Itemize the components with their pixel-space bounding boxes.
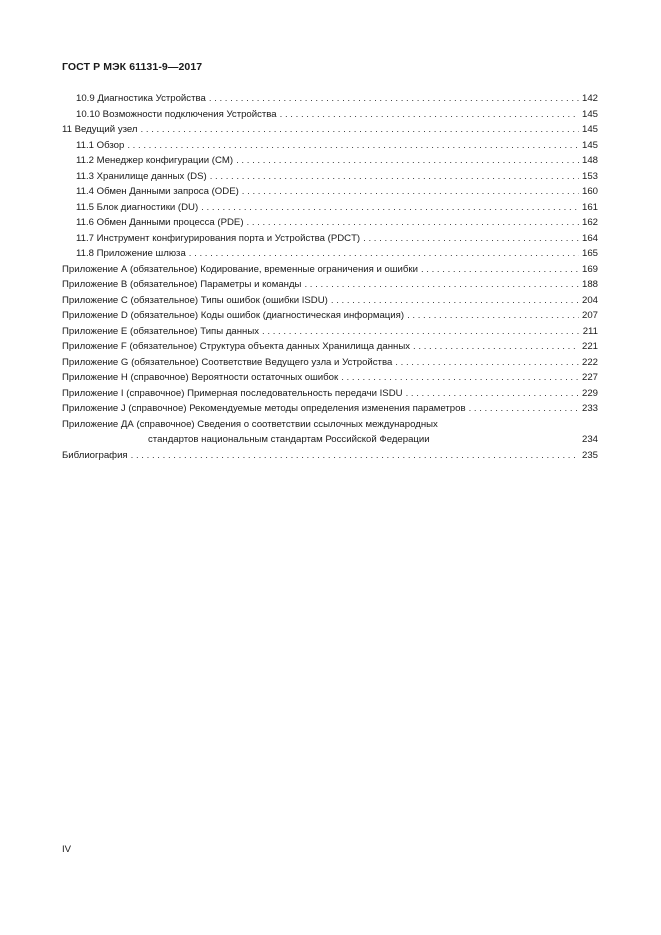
toc-leader-dots bbox=[421, 262, 579, 278]
toc-entry-title: Приложение Н (справочное) Вероятности остаточных ошибок bbox=[62, 372, 339, 383]
toc-leader-dots bbox=[210, 169, 579, 185]
toc-entry-page: 161 bbox=[581, 201, 598, 213]
toc-entry[interactable] bbox=[62, 215, 598, 231]
toc-entry-title: 10.9 Диагностика Устройства bbox=[76, 93, 206, 104]
toc-entry[interactable] bbox=[62, 324, 598, 340]
toc-entry-title: Библиография bbox=[62, 449, 128, 461]
toc-entry[interactable] bbox=[62, 91, 598, 107]
toc-leader-dots bbox=[247, 215, 579, 231]
toc-leader-dots bbox=[331, 293, 579, 309]
toc-entry-page: 234 bbox=[581, 434, 598, 445]
toc-entry-title: 11.1 Обзор bbox=[76, 139, 125, 151]
toc-entry-title: Приложение А (обязательное) Кодирование, временные ограничения и ошибки bbox=[62, 263, 418, 275]
table-of-contents bbox=[62, 91, 598, 463]
toc-leader-dots bbox=[363, 231, 579, 247]
toc-entry[interactable] bbox=[62, 138, 598, 154]
toc-entry[interactable] bbox=[62, 386, 598, 402]
toc-entry-title-line2: стандартов национальным стандартам Российской Федерации bbox=[148, 434, 430, 445]
toc-entry[interactable] bbox=[62, 401, 598, 417]
toc-entry-page: 204 bbox=[581, 294, 598, 306]
toc-entry-title: 11.4 Обмен Данными запроса (ODE) bbox=[76, 186, 239, 197]
toc-entry[interactable] bbox=[62, 184, 598, 200]
toc-entry[interactable] bbox=[62, 122, 598, 138]
toc-leader-dots bbox=[280, 107, 579, 123]
toc-entry-title: Приложение С (обязательное) Типы ошибок (ошибки ISDU) bbox=[62, 294, 328, 306]
toc-leader-dots bbox=[209, 91, 579, 107]
toc-entry-page: 165 bbox=[581, 248, 598, 259]
toc-entry-page: 169 bbox=[581, 263, 598, 275]
toc-entry[interactable] bbox=[62, 246, 598, 262]
toc-entry[interactable] bbox=[62, 277, 598, 293]
toc-entry-title: Приложение J (справочное) Рекомендуемые методы определения изменения параметров bbox=[62, 403, 466, 414]
toc-entry[interactable] bbox=[62, 308, 598, 324]
toc-entry-page: 148 bbox=[581, 155, 598, 166]
toc-entry-page: 235 bbox=[581, 449, 598, 461]
toc-entry[interactable] bbox=[62, 262, 598, 278]
toc-entry-title: Приложение D (обязательное) Коды ошибок (диагностическая информация) bbox=[62, 310, 405, 321]
toc-leader-dots bbox=[131, 448, 579, 464]
toc-entry-title: Приложение G (обязательное) Соответствие Ведущего узла и Устройства bbox=[62, 356, 393, 368]
toc-leader-dots bbox=[341, 370, 579, 386]
toc-entry-page: 221 bbox=[581, 341, 598, 352]
toc-entry-page: 162 bbox=[581, 217, 598, 228]
toc-entry[interactable] bbox=[62, 370, 598, 386]
toc-entry-title: 11.6 Обмен Данными процесса (PDE) bbox=[76, 217, 244, 228]
toc-entry-page: 153 bbox=[581, 170, 598, 182]
toc-entry-page: 188 bbox=[581, 279, 598, 290]
toc-entry[interactable] bbox=[62, 231, 598, 247]
toc-entry-title: 11.2 Менеджер конфигурации (CM) bbox=[76, 155, 234, 166]
toc-leader-dots bbox=[469, 401, 579, 417]
toc-entry-title: Приложение F (обязательное) Структура объекта данных Хранилища данных bbox=[62, 341, 411, 352]
toc-entry[interactable] bbox=[62, 200, 598, 216]
toc-entry-title: Приложение I (справочное) Примерная последовательность передачи ISDU bbox=[62, 387, 403, 399]
toc-entry-title: 11.8 Приложение шлюза bbox=[76, 248, 186, 259]
toc-entry-page: 164 bbox=[581, 232, 598, 244]
toc-entry-title-line1: Приложение ДА (справочное) Сведения о соответствии ссылочных международных bbox=[62, 418, 438, 430]
toc-entry-page: 233 bbox=[581, 403, 598, 414]
toc-leader-dots bbox=[262, 324, 579, 340]
toc-leader-dots bbox=[407, 308, 579, 324]
toc-leader-dots bbox=[141, 122, 579, 138]
toc-entry-title: 11.7 Инструмент конфигурирования порта и Устройства (PDCT) bbox=[76, 232, 361, 244]
toc-leader-dots bbox=[127, 138, 579, 154]
toc-entry[interactable] bbox=[62, 448, 598, 464]
page-number: IV bbox=[62, 844, 72, 855]
toc-leader-dots bbox=[189, 246, 579, 262]
toc-leader-dots bbox=[413, 339, 579, 355]
toc-entry-title: 11.5 Блок диагностики (DU) bbox=[76, 201, 199, 213]
toc-leader-dots bbox=[395, 355, 579, 371]
toc-entry-page: 211 bbox=[582, 325, 598, 337]
toc-entry-title: Приложение Е (обязательное) Типы данных bbox=[62, 325, 260, 337]
toc-entry-page: 160 bbox=[581, 186, 598, 197]
toc-entry[interactable] bbox=[62, 355, 598, 371]
toc-entry-page: 145 bbox=[581, 124, 598, 135]
toc-entry-page: 229 bbox=[581, 387, 598, 399]
toc-entry-title: 11.3 Хранилище данных (DS) bbox=[76, 170, 207, 182]
toc-entry-title: 10.10 Возможности подключения Устройства bbox=[76, 108, 277, 120]
toc-entry-page: 207 bbox=[581, 310, 598, 321]
toc-leader-dots bbox=[304, 277, 579, 293]
document-header: ГОСТ Р МЭК 61131-9—2017 bbox=[62, 61, 203, 73]
toc-entry-page: 142 bbox=[581, 93, 598, 104]
toc-entry-title: Приложение В (обязательное) Параметры и команды bbox=[62, 279, 302, 290]
toc-entry[interactable] bbox=[62, 339, 598, 355]
toc-entry-multiline[interactable] bbox=[62, 417, 598, 448]
toc-entry-page: 145 bbox=[581, 108, 598, 120]
toc-entry-title: 11 Ведущий узел bbox=[62, 124, 138, 135]
toc-entry[interactable] bbox=[62, 293, 598, 309]
toc-leader-dots bbox=[201, 200, 579, 216]
toc-entry-page: 222 bbox=[581, 356, 598, 368]
toc-entry[interactable] bbox=[62, 107, 598, 123]
toc-entry[interactable] bbox=[62, 169, 598, 185]
toc-entry-page: 227 bbox=[581, 372, 598, 383]
toc-leader-dots bbox=[236, 153, 579, 169]
toc-leader-dots bbox=[242, 184, 579, 200]
toc-entry-page: 145 bbox=[581, 139, 598, 151]
toc-leader-dots bbox=[406, 386, 579, 402]
toc-entry[interactable] bbox=[62, 153, 598, 169]
